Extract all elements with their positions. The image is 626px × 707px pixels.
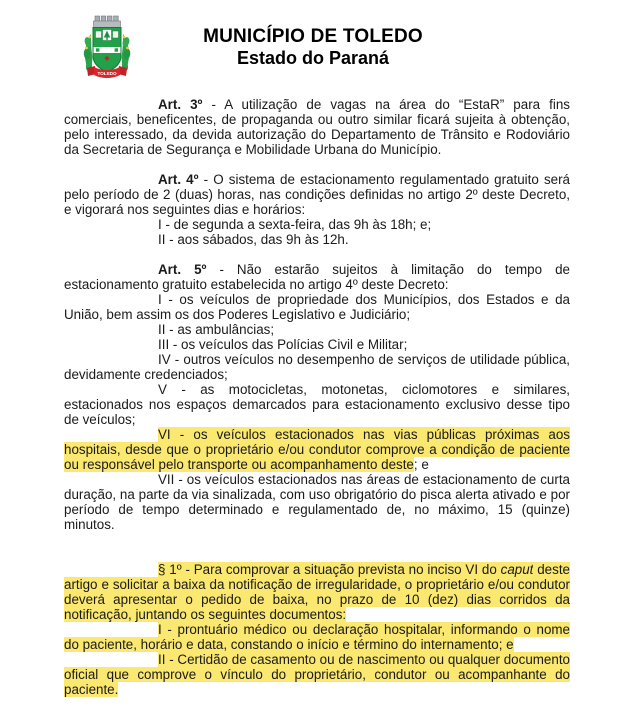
text-run: VII - os veículos estacionados nas áreas de estacionamento de curta duração, na parte da via sinalizada, com uso obrigatório do pisca alerta ativado e por período de tempo determinado e regulamentado de, no máximo, 15 (quinze) minutos. <box>64 472 570 532</box>
text-run: Art. 5º <box>158 262 207 277</box>
text-run: Art. 4º <box>158 172 199 187</box>
text-run: caput <box>500 562 534 577</box>
header <box>0 0 626 97</box>
art-5-item-v <box>64 382 570 427</box>
text-run: IV - outros veículos no desempenho de serviços de utilidade pública, devidamente credenciados; <box>64 352 570 382</box>
text-run: - Não estarão sujeitos à limitação do tempo de estacionamento gratuito estabelecida no artigo 4º deste Decreto: <box>64 262 570 292</box>
crest-ribbon-label: TOLEDO <box>97 71 117 76</box>
text-run: VI - os veículos estacionados nas vias públicas próximas aos hospitais, desde que o proprietário e/ou condutor comprove a condição de paciente ou responsável pelo transporte ou acompanhamento deste <box>64 427 570 472</box>
art-5-item-vii <box>64 472 570 532</box>
paragraph-1-item-i <box>64 622 570 652</box>
art-3-paragraph <box>64 97 570 157</box>
art-5-item-i <box>64 292 570 322</box>
text-run: I - os veículos de propriedade dos Municípios, dos Estados e da União, bem assim os dos Poderes Legislativo e Judiciário; <box>64 292 570 322</box>
paragraph-1-item-ii <box>64 652 570 697</box>
art-5-paragraph <box>64 262 570 292</box>
header-titles <box>0 26 626 69</box>
art-5-item-iii <box>64 337 570 352</box>
art-5-item-vi <box>64 427 570 472</box>
art-5-item-ii <box>64 322 570 337</box>
text-run: I - prontuário médico ou declaração hospitalar, informando o nome do paciente, horário e data, constando o início e término do internamento; e <box>64 622 570 652</box>
page-subtitle: Estado do Paraná <box>236 48 390 68</box>
art-4-item-ii <box>64 232 570 247</box>
text-run: deste artigo e solicitar a baixa da notificação de irregularidade, o proprietário e/ou condutor deverá apresentar o pedido de baixa, no prazo de 10 (dez) dias corridos da notificação, juntando os seguintes documentos: <box>64 562 570 622</box>
text-run: - A utilização de vagas na área do “EstaR” para fins comerciais, beneficentes, de propaganda ou outro similar ficará sujeita à obtenção, pelo interessado, da devida autorização do Departamento de Trânsito e Rodoviário da Secretaria de Segurança e Mobilidade Urbana do Município. <box>64 97 570 157</box>
text-run: II - Certidão de casamento ou de nascimento ou qualquer documento oficial que comprove o vínculo do proprietário, condutor ou acompanhante do paciente. <box>64 652 570 697</box>
art-4-paragraph <box>64 172 570 217</box>
text-run: Art. 3º <box>158 97 203 112</box>
text-run: I - de segunda a sexta-feira, das 9h às 18h; e; <box>158 217 432 232</box>
paragraph-1 <box>64 562 570 622</box>
text-run: II - as ambulâncias; <box>158 322 275 337</box>
page-title: MUNICÍPIO DE TOLEDO <box>203 26 423 47</box>
text-run: V - as motocicletas, motonetas, ciclomotores e similares, estacionados nos espaços demarcados para estacionamento exclusivo desse tipo de veículos; <box>64 382 570 427</box>
text-run: II - aos sábados, das 9h às 12h. <box>158 232 349 247</box>
text-run: - O sistema de estacionamento regulamentado gratuito será pelo período de 2 (duas) horas, nas condições definidas no artigo 2º deste Decreto, e vigorará nos seguintes dias e horários: <box>64 172 570 217</box>
text-run: III - os veículos das Polícias Civil e Militar; <box>158 337 408 352</box>
text-run: § 1º - Para comprovar a situação prevista no inciso VI do <box>158 562 501 577</box>
art-4-item-i <box>64 217 570 232</box>
document-body <box>0 97 626 697</box>
text-run: ; e <box>413 457 429 472</box>
art-5-item-iv <box>64 352 570 382</box>
